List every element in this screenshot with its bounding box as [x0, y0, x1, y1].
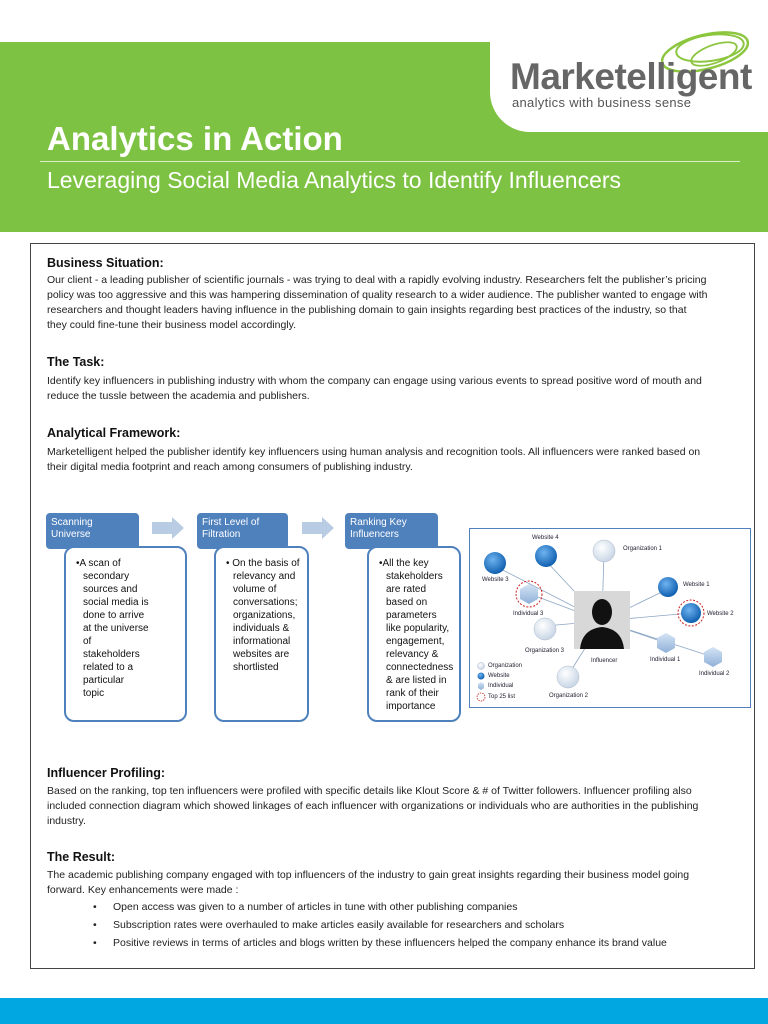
- step-tab-line: Influencers: [350, 529, 399, 540]
- step-text-line: social media is: [83, 597, 149, 608]
- footer-band: [0, 998, 768, 1024]
- node-label: Website 1: [683, 582, 710, 588]
- step-text-line: rank of their: [386, 688, 439, 699]
- business-situation-heading: Business Situation:: [47, 256, 164, 270]
- website-node: [681, 603, 701, 623]
- process-step-1-tab: [46, 513, 139, 549]
- node-label: Organization 3: [525, 648, 565, 654]
- document-subtitle: Leveraging Social Media Analytics to Identify Influencers: [47, 167, 622, 193]
- bullet-icon: •: [93, 919, 97, 931]
- text-line: Marketelligent helped the publisher identify key influencers using human analysis and recognition tools. All influencers were ranked based on: [47, 446, 701, 458]
- individual-node: [657, 633, 675, 653]
- node-label: Individual 1: [650, 657, 681, 663]
- step-text-line: relevancy &: [386, 649, 439, 660]
- step-tab-line: First Level of: [202, 517, 260, 528]
- step-tab-line: Universe: [51, 529, 91, 540]
- logo-tagline: analytics with business sense: [512, 95, 692, 110]
- step-text-line: particular: [83, 675, 125, 686]
- step-text-line: connectedness: [386, 662, 454, 673]
- process-step-2-tab: [197, 513, 288, 549]
- process-step-2-box: [214, 546, 309, 722]
- step-text-line: volume of: [233, 584, 277, 595]
- step-tab-line: Scanning: [51, 517, 93, 528]
- step-text-line: parameters: [386, 610, 437, 621]
- task-heading: The Task:: [47, 355, 105, 369]
- profiling-text: [47, 784, 747, 829]
- step-text-line: relevancy and: [233, 571, 296, 582]
- step-text-line: engagement,: [386, 636, 445, 647]
- framework-heading: Analytical Framework:: [47, 426, 181, 440]
- step-text-line: websites are: [233, 649, 290, 660]
- node-label: Individual 3: [513, 611, 544, 617]
- text-line: policy was too aggressive and this was hampering dissemination of quality research to a wider audience. The publisher wanted to engage with: [47, 289, 708, 301]
- content-panel: [30, 243, 755, 969]
- website-node: [658, 577, 678, 597]
- legend-label: Organization: [488, 663, 523, 669]
- step-text-line: done to arrive: [83, 610, 145, 621]
- text-line: Based on the ranking, top ten influencers were profiled with specific details like Klout Score & # of Twitter followers. Influencer profiling also: [47, 785, 692, 797]
- bullet-icon: •: [93, 937, 97, 949]
- step-text-line: •All the key: [379, 558, 429, 569]
- website-node: [535, 545, 557, 567]
- step-text-line: conversations;: [233, 597, 298, 608]
- step-text-line: shortlisted: [233, 662, 279, 673]
- text-line: their digital media footprint and reach among consumers of publishing industry.: [47, 461, 413, 473]
- logo-wordmark: Marketelligent: [510, 56, 752, 97]
- business-situation-text: [47, 273, 747, 333]
- node-label: Organization 1: [623, 546, 663, 552]
- step-text-line: • On the basis of: [226, 558, 300, 569]
- step-tab-line: Ranking Key: [350, 517, 407, 528]
- header-band: [0, 42, 768, 232]
- text-line: included connection diagram which showed linkages of each influencer with organizations or individuals who are authorities in the publishing: [47, 800, 699, 812]
- result-heading: The Result:: [47, 850, 116, 864]
- arrow-right-icon: [302, 517, 336, 539]
- profiling-heading: Influencer Profiling:: [47, 766, 166, 780]
- influencer-silhouette-icon: [574, 591, 630, 649]
- step-text-line: informational: [233, 636, 291, 647]
- text-line: researchers and thought leaders having influence in the publishing domain to gain insights regarding best practices of the industry, so that: [47, 304, 687, 316]
- network-graph: [470, 529, 752, 709]
- bullet-icon: •: [93, 901, 97, 913]
- legend-label: Individual: [488, 683, 514, 689]
- network-legend: [477, 663, 485, 702]
- step-text-line: based on: [386, 597, 428, 608]
- node-label: Individual 2: [699, 671, 730, 677]
- node-label: Website 3: [482, 577, 509, 583]
- step-text-line: are rated: [386, 584, 427, 595]
- organization-node: [534, 618, 556, 640]
- legend-label: Website: [488, 673, 510, 679]
- result-bullet-list: [93, 898, 733, 952]
- process-step-3-box: [367, 546, 461, 722]
- center-node-label: Influencer: [591, 658, 618, 664]
- step-text-line: of: [83, 636, 92, 647]
- text-line: Identify key influencers in publishing industry with whom the company can engage using various events to spread positive word of mouth and: [47, 375, 702, 387]
- individual-node: [704, 647, 722, 667]
- list-item: [93, 934, 733, 952]
- step-text-line: organizations,: [233, 610, 296, 621]
- list-item-text: Open access was given to a number of articles in tune with other publishing companies: [113, 901, 518, 913]
- step-text-line: secondary: [83, 571, 130, 582]
- step-text-line: sources and: [83, 584, 138, 595]
- text-line: forward. Key enhancements were made :: [47, 884, 239, 896]
- step-text-line: individuals &: [233, 623, 290, 634]
- document-title: Analytics in Action: [47, 120, 343, 157]
- arrow-right-icon: [152, 517, 186, 539]
- legend-label: Top 25 list: [488, 694, 516, 700]
- step-text-line: •A scan of: [76, 558, 121, 569]
- list-item: [93, 898, 733, 916]
- step-text-line: stakeholders: [386, 571, 443, 582]
- text-line: The academic publishing company engaged with top influencers of the industry to gain great insights regarding their business model going: [47, 869, 690, 881]
- website-node: [484, 552, 506, 574]
- list-item-text: Positive reviews in terms of articles and blogs written by these influencers helped the company enhance its brand value: [113, 937, 667, 949]
- step-tab-line: Filtration: [202, 529, 241, 540]
- logo: [490, 42, 768, 132]
- result-text: [47, 868, 747, 898]
- text-line: Our client - a leading publisher of scientific journals - was trying to deal with a rapidly evolving industry. Researchers felt the publisher’s pricing: [47, 274, 707, 286]
- influencer-network-diagram: [469, 528, 751, 708]
- step-text-line: at the universe: [83, 623, 149, 634]
- node-label: Website 2: [707, 611, 734, 617]
- list-item: [93, 916, 733, 934]
- task-text: [47, 374, 747, 404]
- step-text-line: importance: [386, 701, 436, 712]
- step-text-line: like popularity,: [386, 623, 450, 634]
- step-text-line: related to a: [83, 662, 134, 673]
- title-divider: [40, 161, 740, 162]
- step-text-line: topic: [83, 688, 105, 699]
- step-text-line: stakeholders: [83, 649, 140, 660]
- text-line: industry.: [47, 815, 86, 827]
- step-text-line: & are listed in: [386, 675, 447, 686]
- organization-node: [593, 540, 615, 562]
- process-step-3-tab: [345, 513, 438, 549]
- framework-text: [47, 445, 747, 475]
- text-line: they could fine-tune their business model accordingly.: [47, 319, 297, 331]
- list-item-text: Subscription rates were overhauled to make articles easily available for researchers and scholars: [113, 919, 565, 931]
- node-label: Organization 2: [549, 693, 589, 699]
- node-label: Website 4: [532, 535, 559, 541]
- process-step-1-box: [64, 546, 187, 722]
- organization-node: [557, 666, 579, 688]
- text-line: reduce the tussle between the academia and publishers.: [47, 390, 310, 402]
